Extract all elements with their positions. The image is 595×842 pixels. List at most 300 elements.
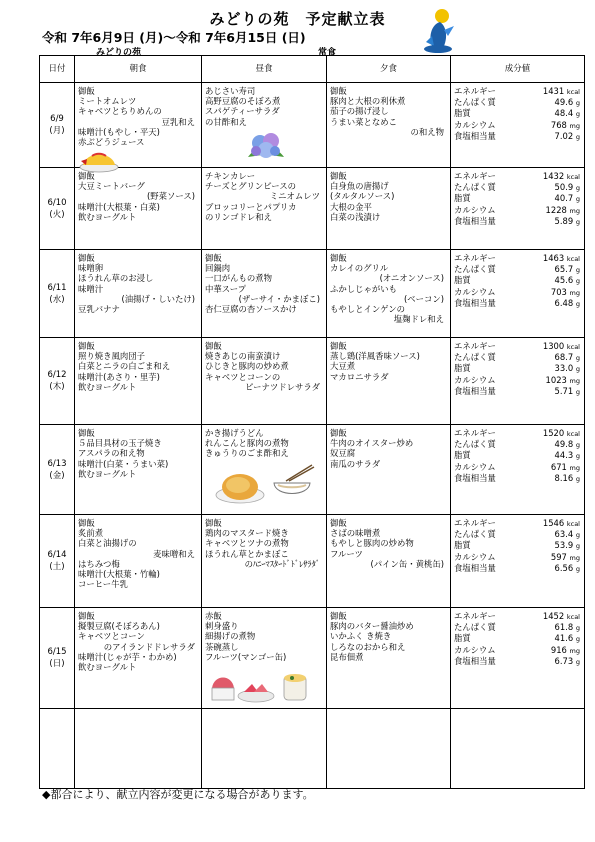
empty-cell xyxy=(451,709,585,789)
nutrient-unit: kcal xyxy=(566,430,580,439)
nutrient-fat-row xyxy=(454,108,580,119)
nutrient-value: 53.9 xyxy=(554,540,574,551)
dinner-item: 御飯 xyxy=(330,86,347,96)
nutrient-label: 脂質 xyxy=(454,450,471,461)
nutrient-unit: g xyxy=(575,277,580,286)
dinner-item: 御飯 xyxy=(330,171,347,182)
nutrient-value: 5.71 xyxy=(554,385,574,396)
breakfast-item: 味噌卵 xyxy=(78,263,104,274)
breakfast-item: キャベツとちりめんの xyxy=(78,106,162,117)
lunch-item: 茶碗蒸し xyxy=(205,641,239,652)
lunch-item: の甘酢和え xyxy=(205,116,247,127)
nutrient-unit: g xyxy=(575,195,580,204)
breakfast-item: (野菜ソース) xyxy=(147,191,195,202)
dinner-item: (タルタルソース) xyxy=(330,191,395,202)
nutrient-unit: g xyxy=(575,441,580,450)
nutrient-unit: g xyxy=(575,474,580,483)
dinner-item: 御飯 xyxy=(330,611,347,622)
day-row xyxy=(40,515,585,608)
dinner-cell xyxy=(327,83,451,168)
nutrient-unit: g xyxy=(575,354,580,363)
nutrient-unit: g xyxy=(575,110,580,119)
nutrition-cell xyxy=(451,608,585,709)
lunch-item: フルーツ(マンゴー缶) xyxy=(205,651,287,662)
breakfast-item: 炙前煮 xyxy=(78,528,104,539)
dinner-item: マカロニサラダ xyxy=(330,371,389,382)
dinner-item: 奴豆腐 xyxy=(330,448,356,459)
lunch-item: 鶏肉のマスタード焼き xyxy=(205,528,289,539)
nutrient-calcium-row xyxy=(454,287,580,298)
nutrition-cell xyxy=(451,338,585,425)
nutrient-unit: mg xyxy=(569,376,580,385)
nutrient-value: 5.89 xyxy=(554,215,574,226)
breakfast-item: 味噌汁(大根葉・白菜) xyxy=(78,201,160,212)
breakfast-item: 飲むヨーグルト xyxy=(78,381,137,392)
nutrient-protein-row xyxy=(454,264,580,275)
nutrient-calcium-row xyxy=(454,462,580,473)
nutrient-value: 1546 xyxy=(542,518,565,529)
breakfast-item: 味噌汁(じゃが芋・わかめ) xyxy=(78,651,177,662)
nutrient-unit: mg xyxy=(569,206,580,215)
nutrient-calcium-row xyxy=(454,120,580,131)
nutrient-value: 597 xyxy=(550,551,567,562)
nutrition-cell xyxy=(451,250,585,338)
nutrient-calcium-row xyxy=(454,205,580,216)
nutrient-calcium-row xyxy=(454,552,580,563)
nutrient-fat-row xyxy=(454,633,580,644)
breakfast-item: キャベツとコーン xyxy=(78,631,145,642)
dinner-item: うまい菜となめこ xyxy=(330,116,397,127)
nutrient-value: 1023 xyxy=(545,374,567,385)
day-date: 6/9 xyxy=(50,114,64,124)
nutrient-label: 食塩相当量 xyxy=(454,297,496,308)
nutrient-unit: kcal xyxy=(566,88,580,96)
lunch-item: 回鍋肉 xyxy=(205,263,231,274)
nutrient-energy-row xyxy=(454,428,580,439)
lunch-item: ひじきと豚肉の炒め煮 xyxy=(205,361,289,372)
breakfast-item: 味噌汁(もやし・平天) xyxy=(78,126,160,137)
breakfast-cell xyxy=(75,338,202,425)
day-weekday: (土) xyxy=(49,562,65,573)
nutrition-cell xyxy=(451,425,585,515)
dinner-item: 蒸し鶏(洋風香味ソース) xyxy=(330,351,420,362)
nutrient-unit: g xyxy=(575,132,580,141)
breakfast-item: 御飯 xyxy=(78,611,95,622)
dinner-item: (ベーコン) xyxy=(403,293,444,304)
dinner-item: フルーツ xyxy=(330,548,363,559)
day-row xyxy=(40,608,585,709)
nutrient-salt-row xyxy=(454,216,580,227)
nutrient-energy-row xyxy=(454,518,580,529)
nutrient-unit: g xyxy=(575,387,580,396)
nutrient-value: 68.7 xyxy=(554,352,574,363)
nutrient-value: 6.56 xyxy=(554,562,574,573)
date-cell xyxy=(40,338,75,425)
date-cell xyxy=(40,608,75,709)
nutrient-value: 671 xyxy=(550,461,567,472)
breakfast-item: アスパラの和え物 xyxy=(78,448,145,459)
date-cell xyxy=(40,515,75,608)
nutrition-column-header: 成分値 xyxy=(451,56,585,83)
nutrient-label: たんぱく質 xyxy=(454,97,496,108)
lunch-item: 赤飯 xyxy=(205,611,222,622)
nutrient-label: 食塩相当量 xyxy=(454,385,496,396)
day-weekday: (木) xyxy=(49,382,65,393)
lunch-column-header: 昼食 xyxy=(202,56,327,83)
nutrient-label: 食塩相当量 xyxy=(454,215,496,226)
meal-type: 常食 xyxy=(318,48,337,58)
nutrient-unit: mg xyxy=(569,646,580,655)
day-date: 6/11 xyxy=(47,282,67,293)
nutrition-cell xyxy=(451,83,585,168)
day-date: 6/13 xyxy=(47,458,67,469)
nutrient-salt-row xyxy=(454,298,580,309)
nutrient-label: たんぱく質 xyxy=(454,622,496,633)
breakfast-cell xyxy=(75,168,202,250)
nutrient-salt-row xyxy=(454,563,580,574)
nutrient-unit: g xyxy=(575,624,580,633)
breakfast-item: 御飯 xyxy=(78,341,95,352)
nutrient-unit: kcal xyxy=(566,520,580,529)
nutrient-unit: g xyxy=(575,564,580,573)
day-weekday: (月) xyxy=(49,126,65,136)
breakfast-item: 照り焼き風肉団子 xyxy=(78,351,145,362)
lunch-item: 一口がんもの煮物 xyxy=(205,273,272,284)
nutrient-label: カルシウム xyxy=(454,204,496,215)
nutrient-value: 50.9 xyxy=(554,182,574,193)
nutrient-energy-row xyxy=(454,341,580,352)
breakfast-cell xyxy=(75,608,202,709)
omelette-icon xyxy=(78,147,120,173)
nutrient-unit: g xyxy=(575,299,580,308)
nutrient-label: 脂質 xyxy=(454,633,471,644)
lunch-item: チキンカレー xyxy=(205,171,256,182)
breakfast-item: 赤ぶどうジュース xyxy=(78,137,145,148)
nutrient-calcium-row xyxy=(454,645,580,656)
nutrient-fat-row xyxy=(454,193,580,204)
breakfast-item: 味噌汁(大根葉・竹輪) xyxy=(78,569,160,580)
lunch-item: のﾊﾆｰﾏｽﾀｰﾄﾞﾄﾞﾚｻﾗﾀﾞ xyxy=(244,558,320,569)
date-cell xyxy=(40,168,75,250)
dinner-item: の和え物 xyxy=(410,126,444,137)
lunch-item: ブロッコリーとパプリカ xyxy=(205,201,297,212)
breakfast-item: 豆乳バナナ xyxy=(78,304,120,315)
menu-table xyxy=(39,55,585,789)
hydrangea-icon xyxy=(244,129,288,165)
nutrient-protein-row xyxy=(454,529,580,540)
nutrient-value: 49.8 xyxy=(554,439,574,450)
dinner-item: カレイのグリル xyxy=(330,263,389,274)
lunch-cell xyxy=(202,608,327,709)
day-weekday: (金) xyxy=(49,470,65,481)
dinner-item: さばの味噌煮 xyxy=(330,528,381,539)
lunch-item: 焼きあじの南蛮漬け xyxy=(205,351,281,362)
breakfast-cell xyxy=(75,83,202,168)
nutrient-unit: kcal xyxy=(566,173,580,182)
nutrient-unit: mg xyxy=(569,553,580,562)
nutrient-label: 食塩相当量 xyxy=(454,472,496,483)
dinner-item: (オニオンソース) xyxy=(379,273,444,284)
dinner-item: もやしと豚肉の炒め物 xyxy=(330,538,414,549)
nutrient-value: 6.73 xyxy=(554,655,574,666)
breakfast-cell xyxy=(75,250,202,338)
lunch-item: (ザーサイ・かまぼこ) xyxy=(238,293,320,304)
nutrient-label: 脂質 xyxy=(454,193,471,204)
nutrient-label: エネルギー xyxy=(454,253,496,264)
nutrient-unit: g xyxy=(575,657,580,666)
breakfast-item: 御飯 xyxy=(78,518,95,529)
nutrient-value: 6.48 xyxy=(554,297,574,308)
lunch-item: きゅうりのごま酢和え xyxy=(205,448,289,459)
breakfast-item: ミートオムレツ xyxy=(78,96,137,107)
dinner-item: 豚肉のバター醤油炒め xyxy=(330,621,414,632)
breakfast-item: ほうれん草のお浸し xyxy=(78,273,154,284)
nutrient-energy-row xyxy=(454,86,580,97)
dinner-item: 牛肉のオイスター炒め xyxy=(330,438,414,449)
dinner-cell xyxy=(327,515,451,608)
tempura-udon-icon xyxy=(214,461,318,505)
dinner-item: 白身魚の唐揚げ xyxy=(330,181,389,192)
nutrient-value: 49.6 xyxy=(554,97,574,108)
nutrient-label: たんぱく質 xyxy=(454,529,496,540)
nutrient-value: 916 xyxy=(550,644,567,655)
breakfast-item: 御飯 xyxy=(78,253,95,264)
lunch-cell xyxy=(202,83,327,168)
lunch-item: 御飯 xyxy=(205,518,222,529)
dinner-cell xyxy=(327,338,451,425)
nutrient-energy-row xyxy=(454,171,580,182)
nutrient-value: 1300 xyxy=(542,341,565,352)
lunch-item: 細揚げの煮物 xyxy=(205,631,256,642)
breakfast-item: 御飯 xyxy=(78,86,95,96)
lunch-item: あじさい寿司 xyxy=(205,86,256,96)
nutrient-unit: g xyxy=(575,184,580,193)
lunch-item: れんこんと豚肉の煮物 xyxy=(205,438,289,449)
breakfast-item: 御飯 xyxy=(78,171,95,182)
nutrient-label: たんぱく質 xyxy=(454,439,496,450)
breakfast-item: 味噌汁 xyxy=(78,283,104,294)
nutrient-unit: g xyxy=(575,635,580,644)
lunch-cell xyxy=(202,425,327,515)
dinner-item: 御飯 xyxy=(330,428,347,439)
lunch-item: スパゲティーサラダ xyxy=(205,106,280,117)
empty-cell xyxy=(202,709,327,789)
nutrient-protein-row xyxy=(454,622,580,633)
breakfast-item: のアイランドドレサラダ xyxy=(103,641,195,652)
dinner-item: 御飯 xyxy=(330,341,347,352)
empty-cell xyxy=(327,709,451,789)
date-column-header: 日付 xyxy=(40,56,75,83)
nutrient-energy-row xyxy=(454,253,580,264)
nutrient-unit: kcal xyxy=(566,613,580,622)
nutrition-cell xyxy=(451,168,585,250)
page-title: みどりの苑 予定献立表 xyxy=(209,10,386,28)
breakfast-item: はちみつ梅 xyxy=(78,558,120,569)
nutrient-label: カルシウム xyxy=(454,119,496,130)
breakfast-item: 麦味噌和え xyxy=(153,548,195,559)
nutrient-label: たんぱく質 xyxy=(454,264,496,275)
nutrient-value: 33.0 xyxy=(554,363,574,374)
lunch-cell xyxy=(202,168,327,250)
footer-note: ◆都合により、献立内容が変更になる場合があります。 xyxy=(42,788,314,801)
nutrient-value: 1463 xyxy=(542,253,565,264)
day-row xyxy=(40,425,585,515)
nutrient-unit: g xyxy=(575,99,580,108)
menu-header-row xyxy=(40,56,585,83)
breakfast-item: (油揚げ・しいたけ) xyxy=(121,293,195,304)
nutrient-value: 1452 xyxy=(542,611,565,622)
day-weekday: (水) xyxy=(49,294,65,305)
nutrient-unit: kcal xyxy=(566,255,580,264)
lunch-cell xyxy=(202,515,327,608)
dinner-cell xyxy=(327,250,451,338)
nutrient-value: 44.3 xyxy=(554,450,574,461)
nutrient-protein-row xyxy=(454,182,580,193)
nutrient-unit: g xyxy=(575,266,580,275)
breakfast-column-header: 朝食 xyxy=(75,56,202,83)
lunch-item: 御飯 xyxy=(205,341,222,352)
nutrient-label: カルシウム xyxy=(454,461,496,472)
nutrient-salt-row xyxy=(454,386,580,397)
breakfast-item: 味噌汁(白菜・うまい菜) xyxy=(78,458,169,469)
nutrient-fat-row xyxy=(454,363,580,374)
lunch-item: 中華スープ xyxy=(205,283,247,294)
day-row xyxy=(40,168,585,250)
dinner-item: ふかしじゃがいも xyxy=(330,283,397,294)
breakfast-item: 擬製豆腐(そぼろあん) xyxy=(78,621,160,632)
nutrient-label: 脂質 xyxy=(454,363,471,374)
nutrient-label: エネルギー xyxy=(454,341,496,352)
nutrient-label: 食塩相当量 xyxy=(454,655,496,666)
breakfast-item: 飲むヨーグルト xyxy=(78,662,137,673)
nutrient-value: 8.16 xyxy=(554,472,574,483)
dinner-cell xyxy=(327,608,451,709)
nutrient-label: エネルギー xyxy=(454,86,496,96)
dinner-item: 茄子の揚げ浸し xyxy=(330,106,389,117)
day-date: 6/14 xyxy=(47,550,67,561)
nutrient-value: 1228 xyxy=(545,204,567,215)
dinner-item: 白菜の浅漬け xyxy=(330,211,381,222)
nutrient-value: 7.02 xyxy=(554,130,574,141)
nutrient-protein-row xyxy=(454,439,580,450)
lunch-item: チーズとグリンピースの xyxy=(205,181,296,192)
dinner-column-header: 夕食 xyxy=(327,56,451,83)
breakfast-item: 飲むヨーグルト xyxy=(78,468,137,479)
day-weekday: (日) xyxy=(49,659,65,670)
breakfast-item: 味噌汁(あさり・里芋) xyxy=(78,371,160,382)
nutrient-energy-row xyxy=(454,611,580,622)
nutrient-label: たんぱく質 xyxy=(454,352,496,363)
breakfast-item: コーヒー牛乳 xyxy=(78,579,128,590)
nutrient-label: エネルギー xyxy=(454,428,496,439)
lunch-item: キャベツとツナの煮物 xyxy=(205,538,289,549)
lunch-item: ほうれん草とかまぼこ xyxy=(205,548,289,559)
lunch-item: かき揚げうどん xyxy=(205,428,264,439)
nutrient-label: カルシウム xyxy=(454,286,496,297)
dinner-item: (パイン缶・黄桃缶) xyxy=(370,558,444,569)
dinner-item: いかふく き焼き xyxy=(330,631,392,642)
nutrient-value: 65.7 xyxy=(554,264,574,275)
date-cell xyxy=(40,425,75,515)
breakfast-item: ５品目具材の玉子焼き xyxy=(78,438,162,449)
nutrient-label: 脂質 xyxy=(454,108,471,119)
day-row xyxy=(40,338,585,425)
lunch-item: 御飯 xyxy=(205,253,222,264)
lunch-item: ピーナツドレサラダ xyxy=(245,381,320,392)
dinner-item: 御飯 xyxy=(330,253,347,264)
sashimi-chawanmushi-icon xyxy=(210,664,322,706)
nutrient-label: 脂質 xyxy=(454,540,471,551)
nutrient-label: カルシウム xyxy=(454,374,496,385)
day-row xyxy=(40,250,585,338)
dinner-cell xyxy=(327,168,451,250)
nutrient-unit: g xyxy=(575,542,580,551)
lunch-cell xyxy=(202,250,327,338)
dinner-item: 南瓜のサラダ xyxy=(330,458,381,469)
dinner-item: 昆布佃煮 xyxy=(330,651,364,662)
empty-cell xyxy=(75,709,202,789)
nutrient-unit: g xyxy=(575,531,580,540)
lunch-item: 刺身盛り xyxy=(205,621,239,632)
nutrient-value: 63.4 xyxy=(554,529,574,540)
nutrient-value: 45.6 xyxy=(554,275,574,286)
lunch-cell xyxy=(202,338,327,425)
nutrient-value: 703 xyxy=(550,286,567,297)
nutrition-cell xyxy=(451,515,585,608)
nutrient-protein-row xyxy=(454,97,580,108)
breakfast-item: 白菜とニラの白ごま和え xyxy=(78,361,171,372)
breakfast-item: 飲むヨーグルト xyxy=(78,211,137,222)
nutrient-unit: mg xyxy=(569,463,580,472)
nutrient-value: 61.8 xyxy=(554,622,574,633)
nutrient-salt-row xyxy=(454,473,580,484)
date-range: 令和 7年6月9日 (月)～令和 7年6月15日 (日) xyxy=(42,30,306,45)
lunch-item: ミニオムレツ xyxy=(269,191,320,202)
facility-name: みどりの苑 xyxy=(96,48,142,58)
nutrient-label: 食塩相当量 xyxy=(454,130,496,141)
dinner-cell xyxy=(327,425,451,515)
dinner-item: 豚肉と大根の利休煮 xyxy=(330,96,406,107)
lunch-item: 杏仁豆腐の杏ソースかけ xyxy=(205,304,297,315)
dinner-item: もやしとインゲンの xyxy=(330,304,406,315)
nutrient-label: カルシウム xyxy=(454,644,496,655)
lunch-item: のリンゴドレ和え xyxy=(205,211,272,222)
nutrient-calcium-row xyxy=(454,375,580,386)
nutrient-label: 脂質 xyxy=(454,275,471,286)
empty-row xyxy=(40,709,585,789)
bird-logo-icon xyxy=(418,6,458,58)
nutrient-salt-row xyxy=(454,656,580,667)
nutrient-value: 768 xyxy=(550,119,567,130)
nutrient-value: 40.7 xyxy=(554,193,574,204)
nutrient-label: エネルギー xyxy=(454,171,496,182)
nutrient-protein-row xyxy=(454,352,580,363)
nutrient-unit: g xyxy=(575,217,580,226)
lunch-item: 高野豆腐のそぼろ煮 xyxy=(205,96,281,107)
empty-cell xyxy=(40,709,75,789)
breakfast-item: 豆乳和え xyxy=(161,116,195,127)
nutrient-fat-row xyxy=(454,540,580,551)
dinner-item: 御飯 xyxy=(330,518,347,529)
nutrient-unit: mg xyxy=(569,288,580,297)
breakfast-cell xyxy=(75,425,202,515)
day-date: 6/12 xyxy=(47,370,67,381)
nutrient-label: カルシウム xyxy=(454,551,496,562)
dinner-item: しろなのおから和え xyxy=(330,641,406,652)
nutrient-value: 48.4 xyxy=(554,108,574,119)
day-row xyxy=(40,83,585,168)
nutrient-unit: kcal xyxy=(566,343,580,352)
